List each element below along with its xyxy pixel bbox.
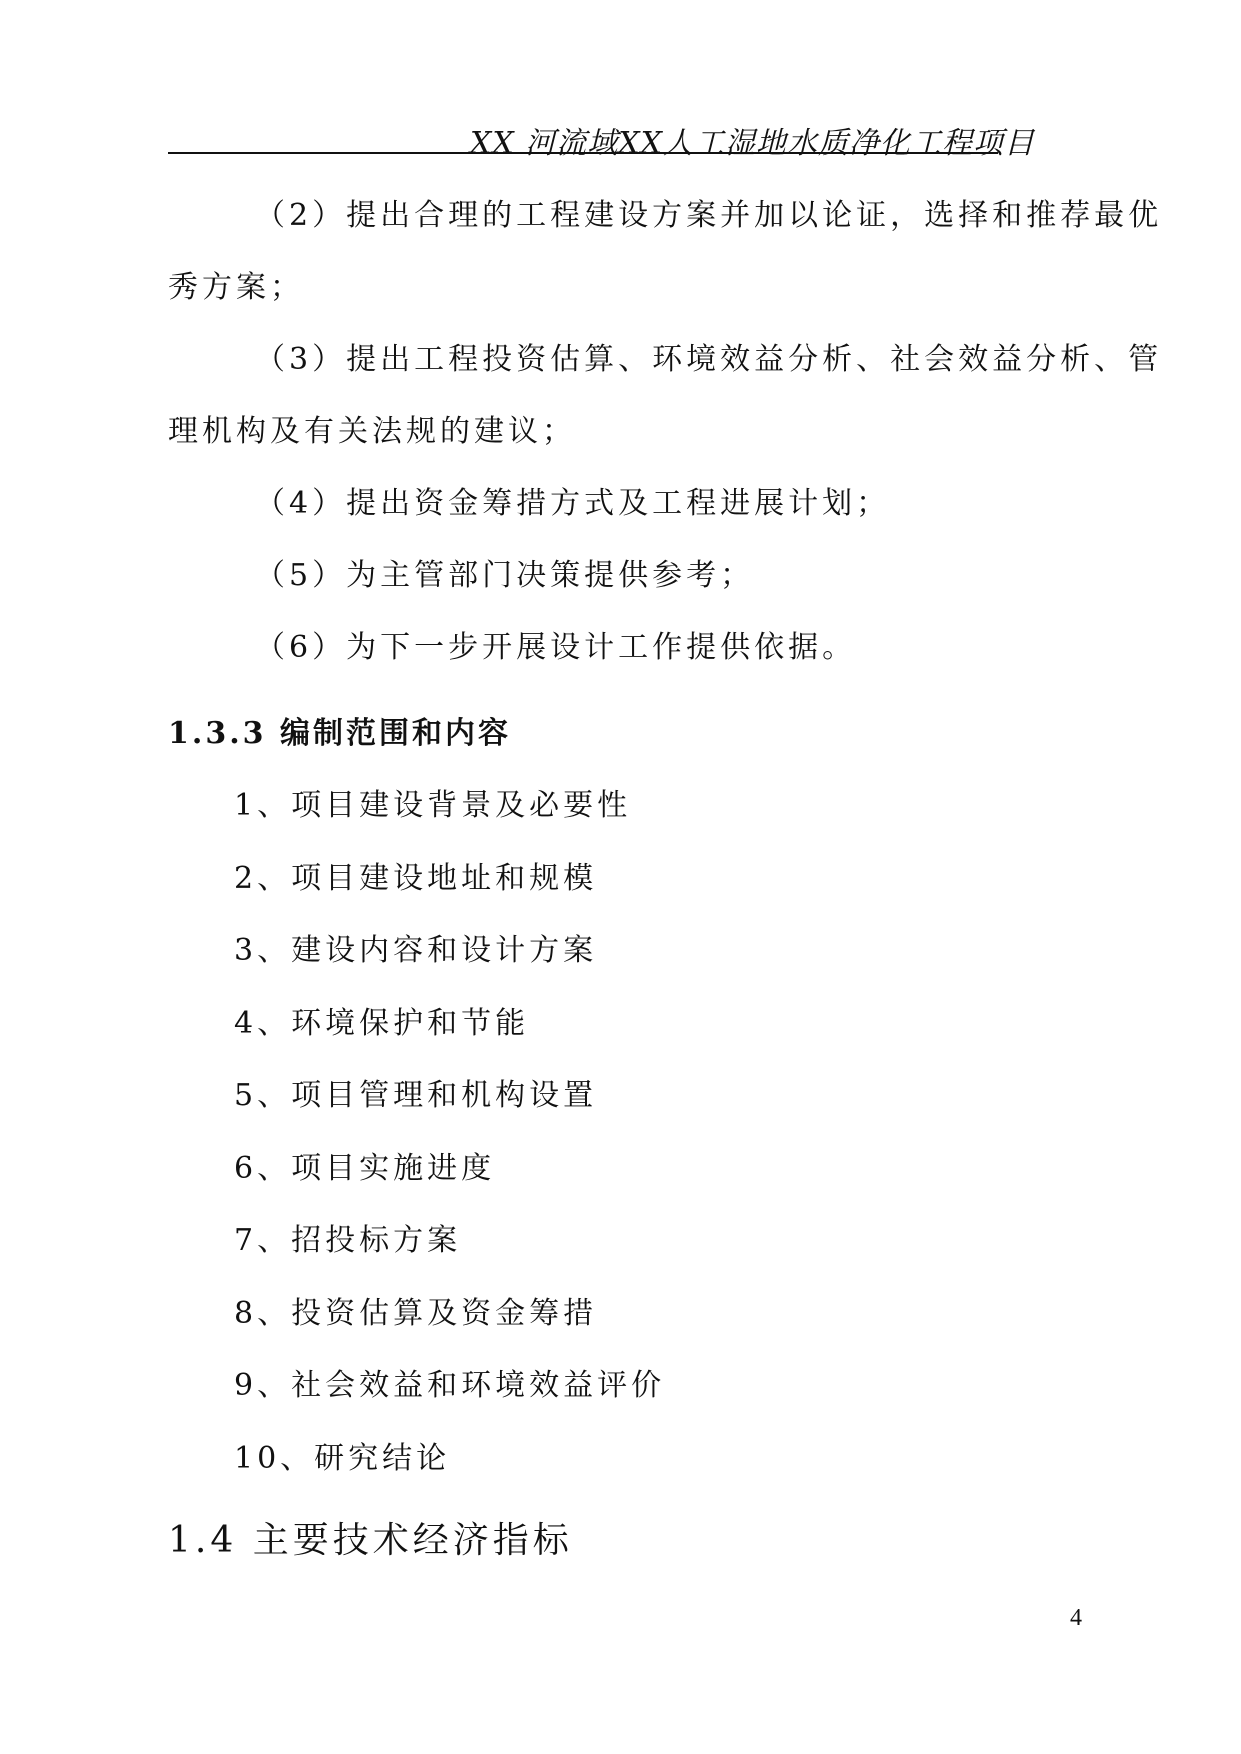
scope-item: 5、项目管理和机构设置 — [234, 1078, 598, 1113]
running-header: XX 河流域XX人工湿地水质净化工程项目 — [470, 126, 1035, 161]
objective-3-line-1: （3）提出工程投资估算、环境效益分析、社会效益分析、管 — [255, 342, 1163, 377]
section-heading: 1.4 主要技术经济指标 — [168, 1520, 573, 1561]
objective-4: （4）提出资金筹措方式及工程进展计划； — [255, 486, 891, 521]
scope-item: 1、项目建设背景及必要性 — [234, 788, 632, 823]
objective-5: （5）为主管部门决策提供参考； — [255, 558, 755, 593]
scope-item: 8、投资估算及资金筹措 — [234, 1296, 598, 1331]
header-rule — [168, 152, 998, 154]
scope-item: 7、招投标方案 — [234, 1223, 462, 1258]
objective-2-line-1: （2）提出合理的工程建设方案并加以论证，选择和推荐最优 — [255, 198, 1163, 233]
scope-item: 6、项目实施进度 — [234, 1151, 496, 1186]
scope-item: 10、研究结论 — [234, 1441, 451, 1476]
scope-item: 2、项目建设地址和规模 — [234, 861, 598, 896]
scope-item: 3、建设内容和设计方案 — [234, 933, 598, 968]
subsection-heading: 1.3.3 编制范围和内容 — [168, 716, 511, 751]
page-number: 4 — [1070, 1605, 1082, 1631]
objective-6: （6）为下一步开展设计工作提供依据。 — [255, 630, 857, 665]
scope-item: 4、环境保护和节能 — [234, 1006, 530, 1041]
scope-item: 9、社会效益和环境效益评价 — [234, 1368, 666, 1403]
objective-2-line-2: 秀方案； — [168, 270, 304, 305]
objective-3-line-2: 理机构及有关法规的建议； — [168, 414, 576, 449]
